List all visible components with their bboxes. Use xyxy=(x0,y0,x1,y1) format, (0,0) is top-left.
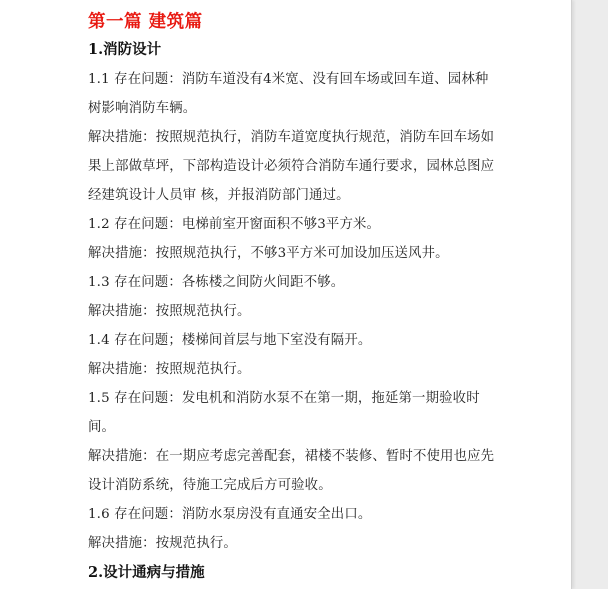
paragraph-1-4-problem: 1.4 存在问题；楼梯间首层与地下室没有隔开。 xyxy=(88,333,372,348)
paragraph-1-1-problem: 1.1 存在问题：消防车道没有4米宽、没有回车场或回车道、园林种树影响消防车辆。 xyxy=(88,72,489,116)
paragraph-1-3-solution: 解决措施：按照规范执行。 xyxy=(88,304,251,319)
section-heading-fire-design: 1.消防设计 xyxy=(88,41,162,58)
paragraph-1-1-solution: 解决措施：按照规范执行，消防车道宽度执行规范，消防车回车场如果上部做草坪，下部构造设计必须符合消防车通行要求，园林总图应经建筑设计人员审 核，并报消防部门通过。 xyxy=(88,130,495,203)
paragraph-1-2-solution: 解决措施：按照规范执行，不够3平方米可加设加压送风井。 xyxy=(88,246,449,261)
paragraph-1-6-solution: 解决措施：按规范执行。 xyxy=(88,536,237,551)
section-heading-design-defects: 2.设计通病与措施 xyxy=(88,564,205,581)
paragraph-1-5-problem: 1.5 存在问题：发电机和消防水泵不在第一期，拖延第一期验收时间。 xyxy=(88,391,480,435)
paragraph-1-6-problem: 1.6 存在问题：消防水泵房没有直通安全出口。 xyxy=(88,507,372,522)
paragraph-1-2-problem: 1.2 存在问题：电梯前室开窗面积不够3平方米。 xyxy=(88,217,381,232)
chapter-title: 第一篇 建筑篇 xyxy=(88,12,203,32)
paragraph-1-4-solution: 解决措施：按照规范执行。 xyxy=(88,362,251,377)
document-content xyxy=(88,8,498,588)
paragraph-1-5-solution: 解决措施：在一期应考虑完善配套，裙楼不装修、暂时不使用也应先设计消防系统，待施工完成后方可验收。 xyxy=(88,449,495,493)
paragraph-1-3-problem: 1.3 存在问题：各栋楼之间防火间距不够。 xyxy=(88,275,345,290)
